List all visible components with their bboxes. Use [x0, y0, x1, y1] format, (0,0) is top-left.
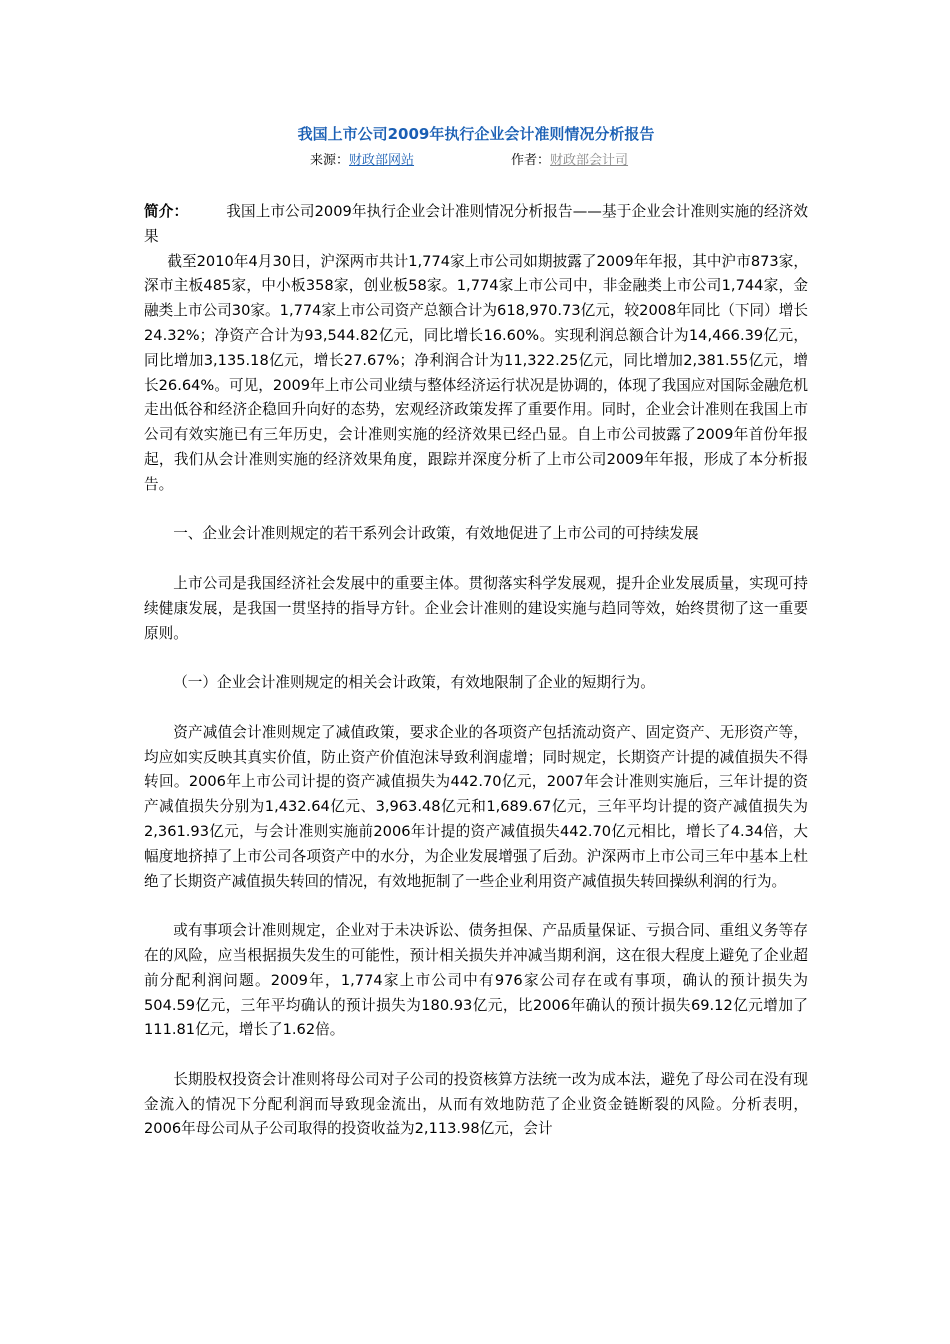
author-line	[511, 152, 628, 170]
paragraph-5: 长期股权投资会计准则将母公司对子公司的投资核算方法统一改为成本法，避免了母公司在没有现金流入的情况下分配利润而导致现金流出，从而有效地防范了企业资金链断裂的风险。分析表明，2006年母公司从子公司取得的投资收益为2,113.98亿元，会计	[144, 1070, 808, 1138]
intro-paragraph	[144, 200, 808, 250]
paragraph-3: 资产减值会计准则规定了减值政策，要求企业的各项资产包括流动资产、固定资产、无形资产等，均应如实反映其真实价值，防止资产价值泡沫导致利润虚增；同时规定，长期资产计提的减值损失不得转回。2006年上市公司计提的资产减值损失为442.70亿元，2007年会计准则实施后，三年计提的资产减值损失分别为1,432.64亿元、3,963.48亿元和1,689.67亿元，三年平均计提的资产减值损失为2,361.93亿元，与会计准则实施前2006年计提的资产减值损失442.70亿元相比，增长了4.34倍，大幅度地挤掉了上市公司各项资产中的水分，为企业发展增强了后劲。沪深两市上市公司三年中基本上杜绝了长期资产减值损失转回的情况，有效地扼制了一些企业利用资产减值损失转回操纵利润的行为。	[144, 723, 808, 890]
intro-text: 我国上市公司2009年执行企业会计准则情况分析报告——基于企业会计准则实施的经济效果	[144, 203, 808, 245]
section-heading-1: 一、企业会计准则规定的若干系列会计政策，有效地促进了上市公司的可持续发展	[173, 525, 699, 543]
source-line	[310, 152, 414, 170]
intro-label: 简介：	[144, 203, 189, 220]
source-link[interactable]: 财政部网站	[349, 153, 415, 168]
author-link[interactable]: 财政部会计司	[550, 153, 629, 168]
paragraph-4: 或有事项会计准则规定，企业对于未决诉讼、债务担保、产品质量保证、亏损合同、重组义务等存在的风险，应当根据损失发生的可能性，预计相关损失并冲减当期利润，这在很大程度上避免了企业超前分配利润问题。2009年，1,774家上市公司中有976家公司存在或有事项，确认的预计损失为504.59亿元，三年平均确认的预计损失为180.93亿元，比2006年确认的预计损失69.12亿元增加了111.81亿元，增长了1.62倍。	[144, 922, 808, 1039]
source-label: 来源：	[310, 153, 350, 168]
article-body	[144, 200, 808, 1142]
paragraph-2: 上市公司是我国经济社会发展中的重要主体。贯彻落实科学发展观，提升企业发展质量，实现可持续健康发展，是我国一贯坚持的指导方针。企业会计准则的建设实施与趋同等效，始终贯彻了这一重要原则。	[144, 574, 808, 642]
author-label: 作者：	[511, 153, 551, 168]
paragraph-1: 截至2010年4月30日，沪深两市共计1,774家上市公司如期披露了2009年年报，其中沪市873家，深市主板485家，中小板358家，创业板58家。1,774家上市公司中，非金融类上市公司1,744家，金融类上市公司30家。1,774家上市公司资产总额合计为618,970.73亿元，较2008年同比（下同）增长24.32%；净资产合计为93,544.82亿元，同比增长16.60%。实现利润总额合计为14,466.39亿元，同比增加3,135.18亿元，增长27.67%；净利润合计为11,322.25亿元，同比增加2,381.55亿元，增长26.64%。可见，2009年上市公司业绩与整体经济运行状况是协调的，体现了我国应对国际金融危机走出低谷和经济企稳回升向好的态势，宏观经济政策发挥了重要作用。同时，企业会计准则在我国上市公司有效实施已有三年历史，会计准则实施的经济效果已经凸显。自上市公司披露了2009年首份年报起，我们从会计准则实施的经济效果角度，跟踪并深度分析了上市公司2009年年报，形成了本分析报告。	[144, 252, 808, 493]
page-title: 我国上市公司2009年执行企业会计准则情况分析报告	[297, 125, 655, 143]
subsection-heading-1: （一）企业会计准则规定的相关会计政策，有效地限制了企业的短期行为。	[173, 674, 655, 692]
